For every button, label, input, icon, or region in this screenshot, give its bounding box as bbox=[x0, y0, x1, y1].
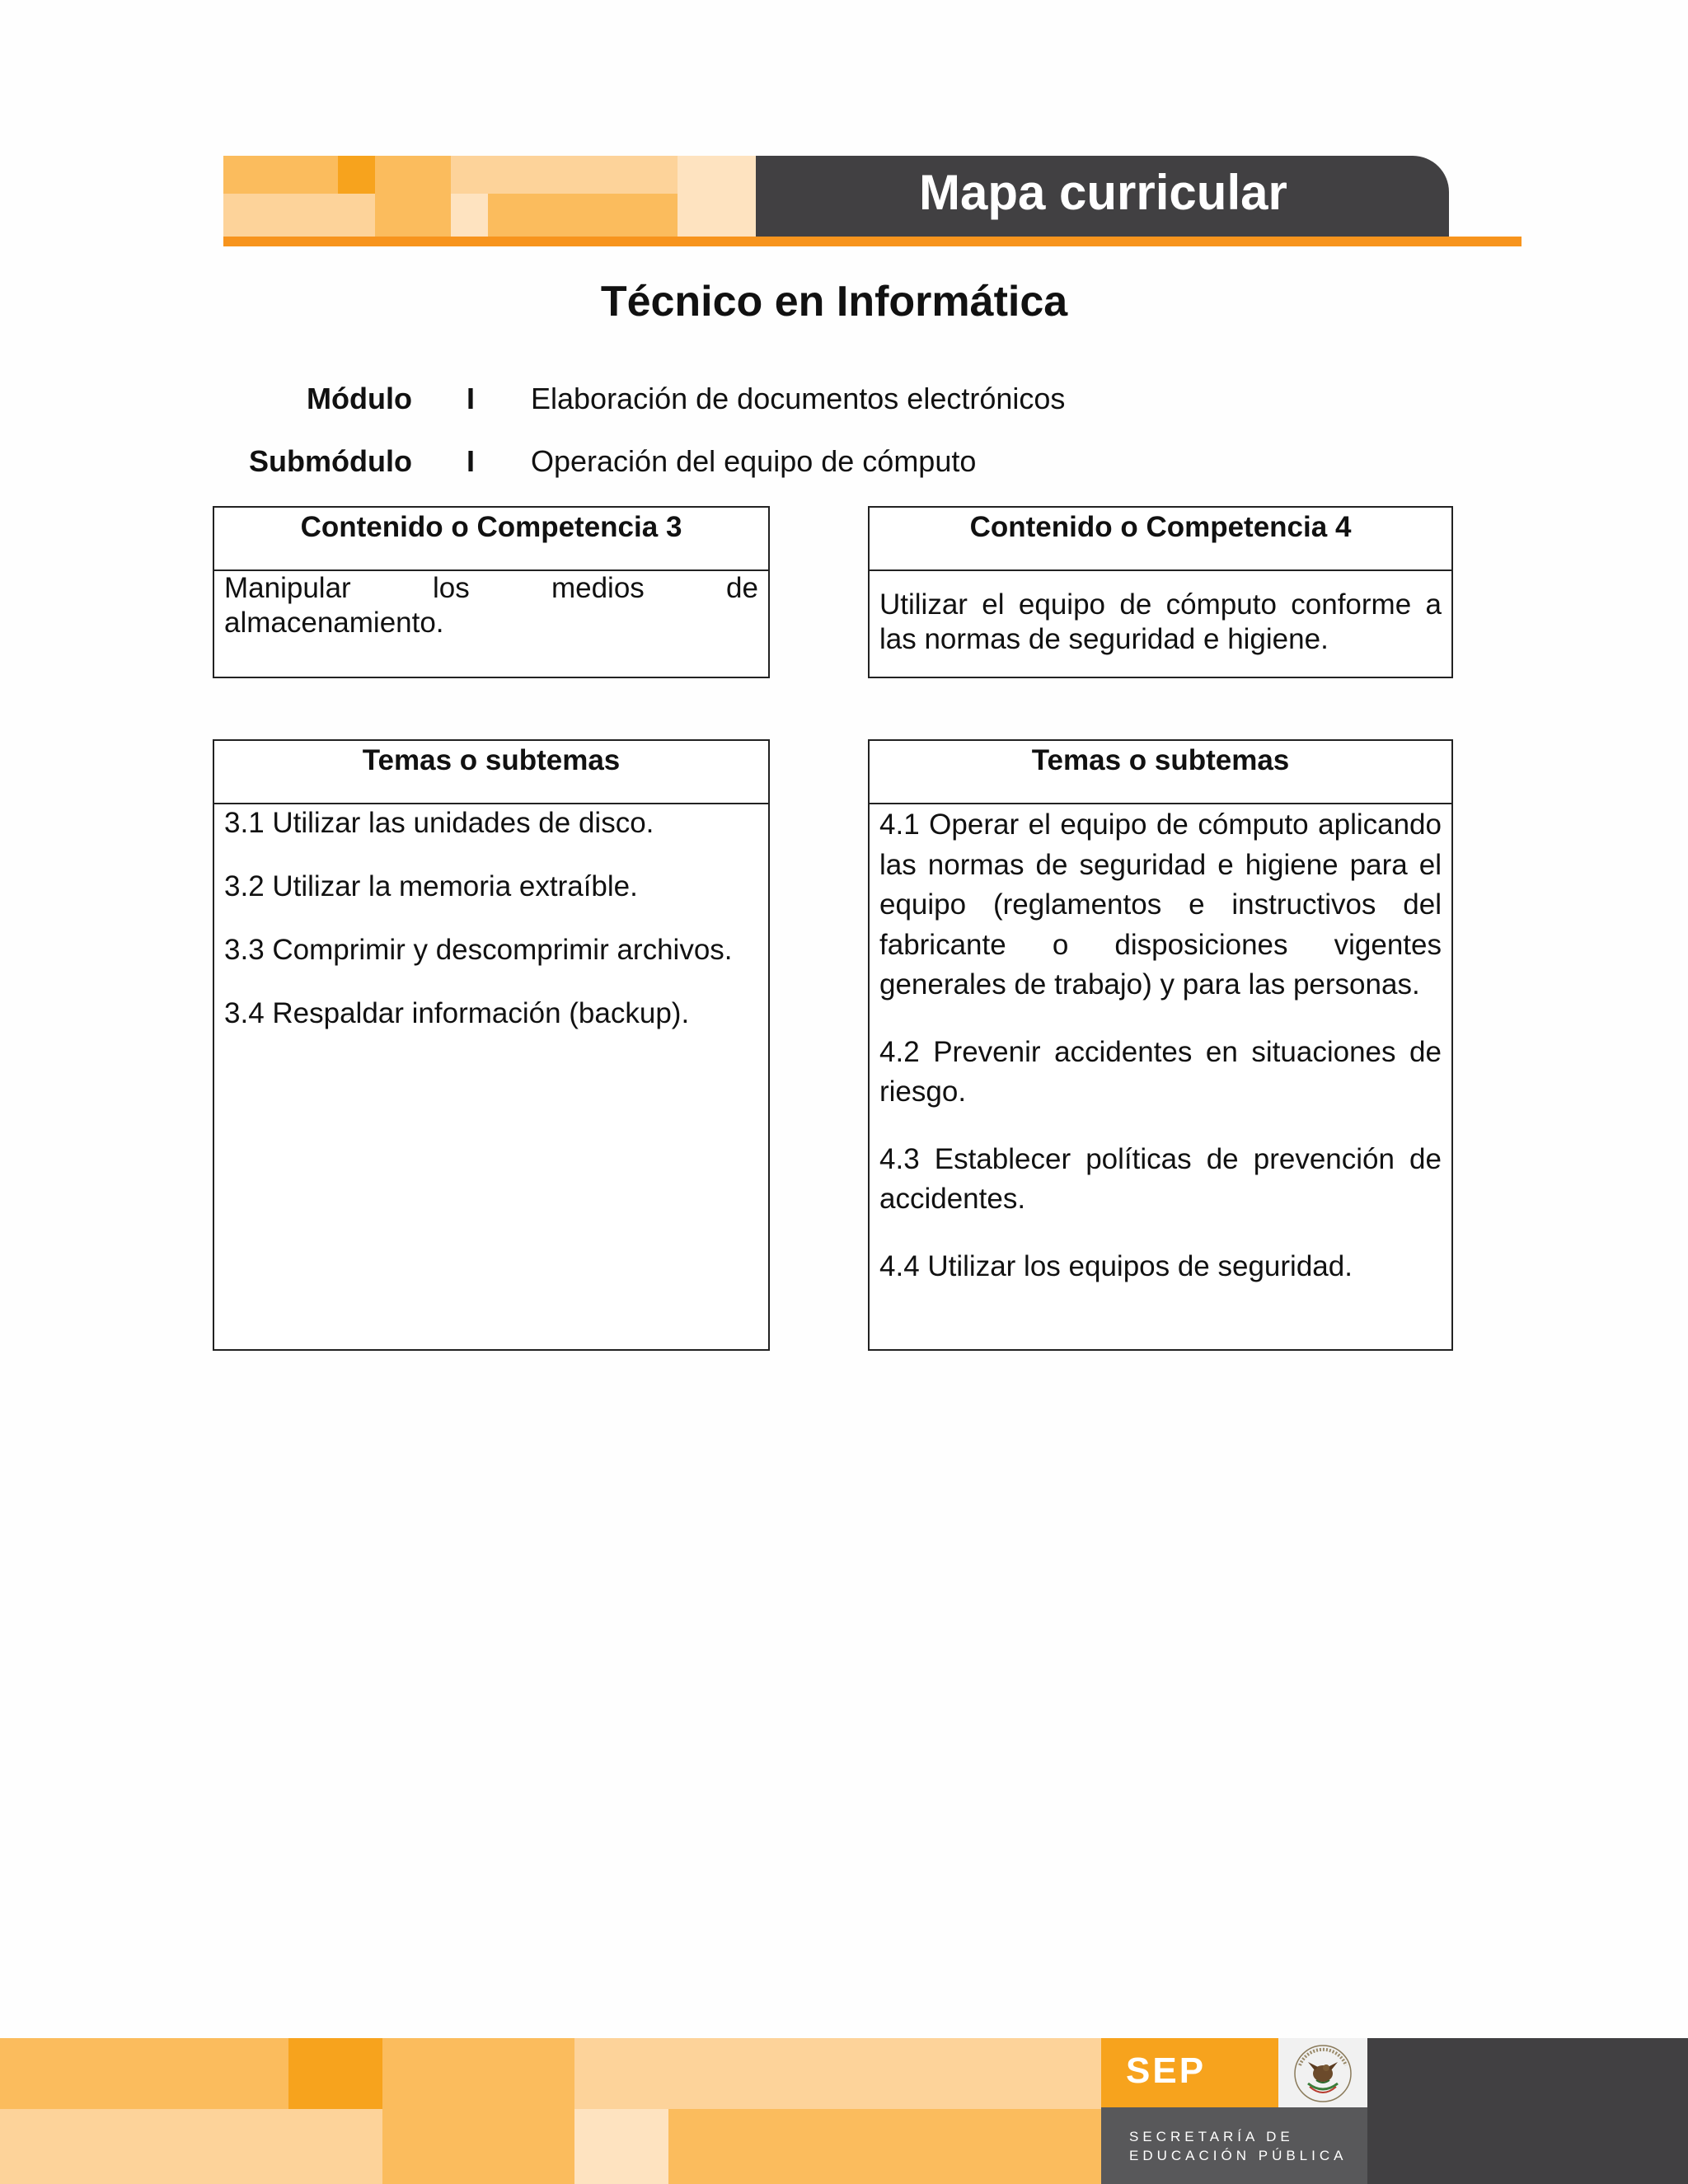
competencia-4-box bbox=[868, 506, 1453, 678]
temas-3-list bbox=[224, 805, 758, 1059]
temas-3-header: Temas o subtemas bbox=[214, 741, 768, 804]
competencia-3-description bbox=[224, 571, 758, 640]
competencia-4-description bbox=[879, 588, 1442, 657]
competencia-3-header: Contenido o Competencia 3 bbox=[214, 508, 768, 571]
tema-4-2: 4.2 Prevenir accidentes en situaciones de riesgo. bbox=[879, 1035, 1442, 1108]
temas-4-box bbox=[868, 739, 1453, 1351]
sep-logo-text: SEP bbox=[1126, 2050, 1207, 2091]
tema-3-2: 3.2 Utilizar la memoria extraíble. bbox=[224, 870, 638, 902]
sep-name-block bbox=[1101, 2107, 1367, 2184]
temas-4-list bbox=[879, 805, 1442, 1286]
tema-4-1: 4.1 Operar el equipo de cómputo aplicando las normas de seguridad e higiene para el equipo (reglamentos e instructivos del fabricante o disposiciones vigentes generales de trabajo) y para las personas. bbox=[879, 808, 1442, 1001]
header-title: Mapa curricular bbox=[919, 165, 1287, 220]
tema-3-4: 3.4 Respaldar información (backup). bbox=[224, 997, 690, 1029]
modulo-value: Elaboración de documentos electrónicos bbox=[531, 382, 1066, 415]
sep-name-line-1: SECRETARÍA DE bbox=[1129, 2129, 1294, 2144]
competencia-4-header: Contenido o Competencia 4 bbox=[870, 508, 1451, 571]
national-seal-icon bbox=[1290, 2041, 1356, 2107]
document-title: Técnico en Informática bbox=[600, 278, 1068, 326]
tema-4-3: 4.3 Establecer políticas de prevención de accidentes. bbox=[879, 1142, 1442, 1215]
temas-4-header: Temas o subtemas bbox=[870, 741, 1451, 804]
tema-4-4: 4.4 Utilizar los equipos de seguridad. bbox=[879, 1249, 1353, 1282]
footer-dark-block bbox=[1367, 2038, 1688, 2184]
temas-3-box bbox=[213, 739, 770, 1351]
header-underline bbox=[223, 237, 1522, 246]
competencia-3-description-text: Manipular los medios de almacenamiento. bbox=[224, 572, 758, 639]
sep-name-line-2: EDUCACIÓN PÚBLICA bbox=[1129, 2148, 1348, 2163]
modulo-number: I bbox=[467, 382, 476, 415]
modulo-label: Módulo bbox=[307, 382, 412, 415]
tema-3-1: 3.1 Utilizar las unidades de disco. bbox=[224, 807, 654, 839]
submodulo-value: Operación del equipo de cómputo bbox=[531, 444, 977, 478]
competencia-4-description-text: Utilizar el equipo de cómputo conforme a las normas de seguridad e higiene. bbox=[879, 588, 1442, 655]
tema-3-3: 3.3 Comprimir y descomprimir archivos. bbox=[224, 934, 733, 966]
submodulo-number: I bbox=[467, 444, 476, 478]
submodulo-label: Submódulo bbox=[249, 444, 412, 478]
competencia-3-box bbox=[213, 506, 770, 678]
